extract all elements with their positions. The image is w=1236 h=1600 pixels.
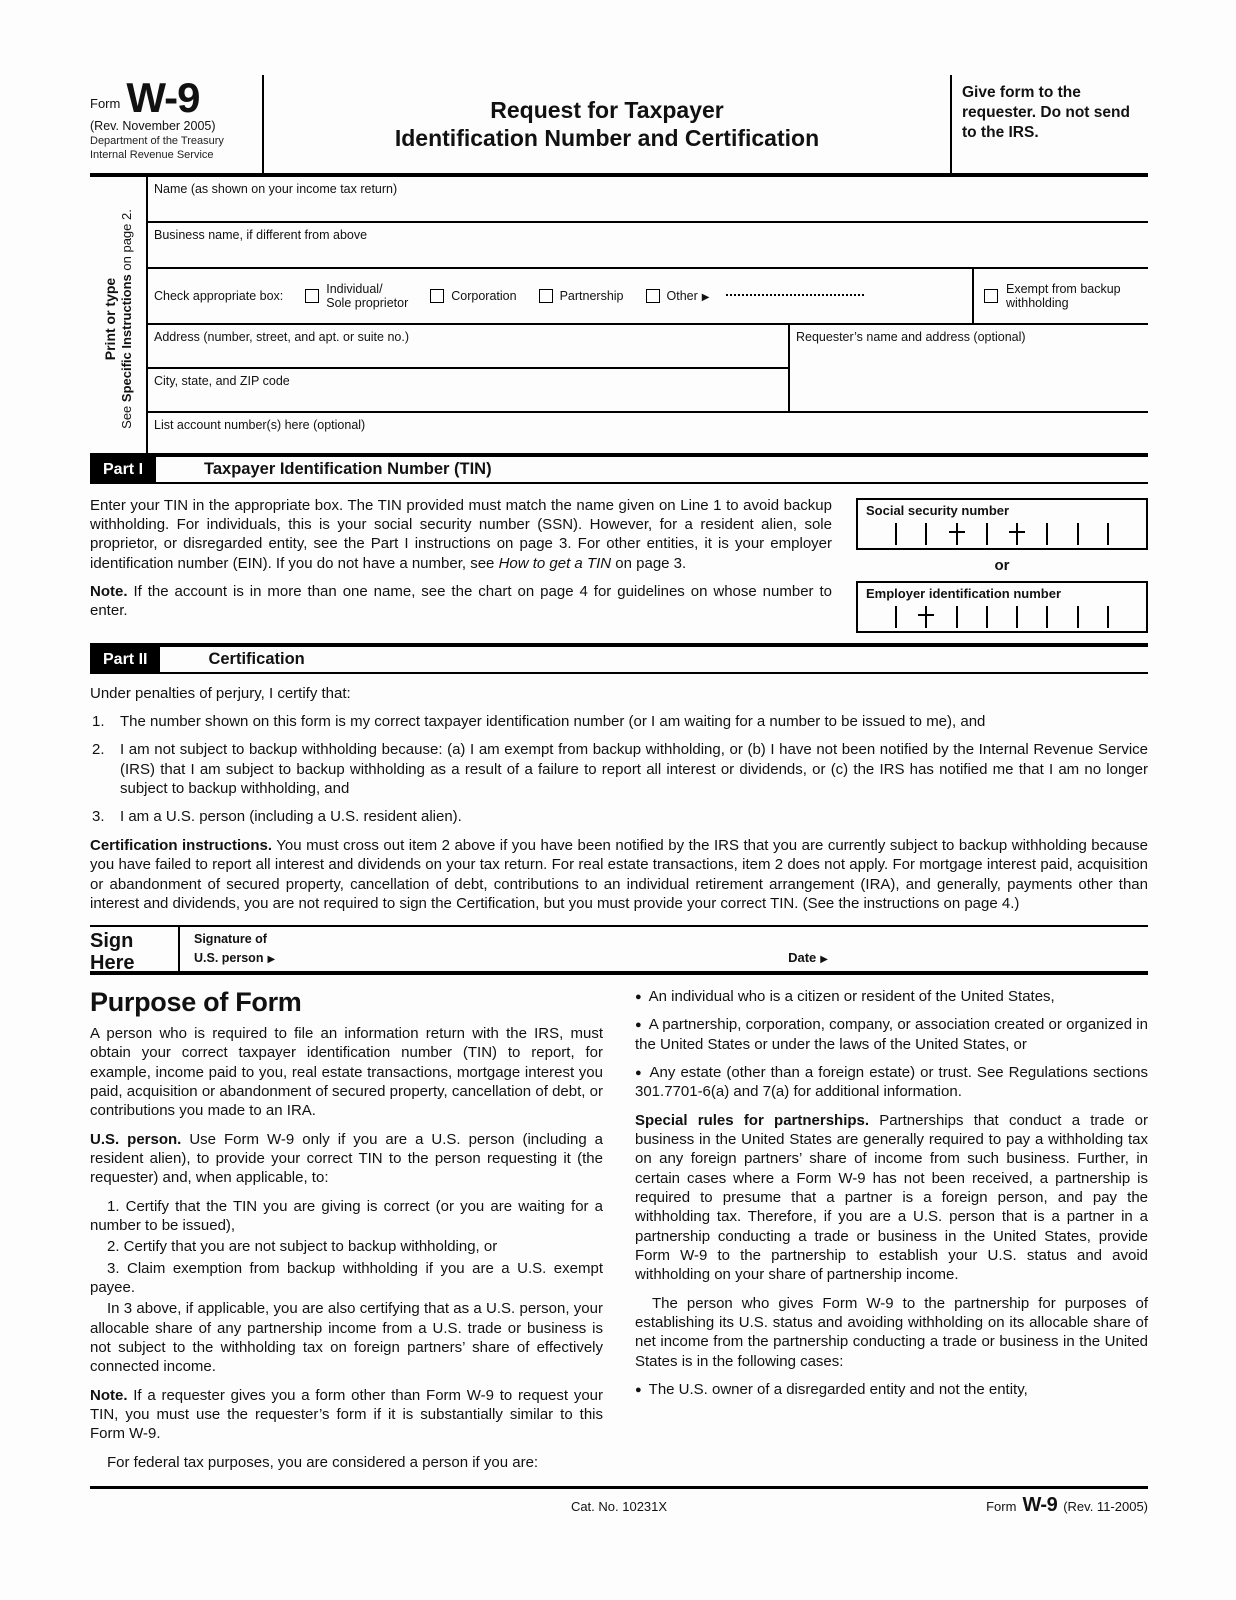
footer-form-id [986, 1494, 1148, 1517]
other-input[interactable] [726, 294, 864, 296]
disregarded-entity-bullet: ● The U.S. owner of a disregarded entity and not the entity, [635, 1380, 1148, 1399]
requester-input[interactable] [790, 325, 1148, 411]
department-line: Department of the Treasury [90, 134, 224, 147]
address-label: Address (number, street, and apt. or suite no.) [154, 330, 409, 344]
city-label: City, state, and ZIP code [154, 374, 290, 388]
ssn-digit-cell[interactable] [1078, 518, 1108, 548]
partnership-checkbox[interactable] [539, 289, 553, 303]
individual-label [326, 282, 408, 311]
sign-word: Sign [90, 929, 134, 952]
purpose-item: 3. Claim exemption from backup withholding if you are a U.S. exempt payee. [90, 1259, 603, 1296]
purpose-note-lead: Note. [90, 1386, 128, 1404]
ein-digit-cell[interactable] [926, 601, 956, 631]
date-input[interactable] [828, 927, 1148, 971]
part2-badge: Part II [90, 647, 160, 672]
individual-label-line1: Individual/ [326, 281, 383, 296]
part2-header [90, 647, 1148, 674]
note-text: If the account is in more than one name, see the chart on page 4 for guidelines on whose number to enter. [90, 582, 832, 619]
ssn-label: Social security number [866, 503, 1010, 518]
specific-instructions-words: Specific Instructions [119, 274, 134, 403]
purpose-para4: For federal tax purposes, you are considered a person if you are: [107, 1453, 539, 1471]
individual-label-line2: Sole proprietor [326, 296, 409, 310]
signature-input[interactable] [275, 927, 788, 971]
ein-digit-cell[interactable] [1108, 601, 1138, 631]
partnership-label: Partnership [559, 289, 624, 303]
catalog-number: Cat. No. 10231X [570, 1499, 668, 1515]
page-footer [90, 1486, 1148, 1517]
part1-body [90, 484, 1148, 647]
certification-intro: Under penalties of perjury, I certify that: [90, 685, 351, 702]
cert-instructions-text: You must cross out item 2 above if you have been notified by the IRS that you are currently subject to backup withholding because you have failed to report all interest and dividends on your tax return. For real estate transactions, item 2 does not apply. For mortgage interest paid, acquisition or abandonment of secured property, cancellation of debt, contributions to an individual retirement arrangement (IRA), and generally, payments other than interest and dividends, you are not required to sign the Certification, but you must provide your correct TIN. (See the instructions on page 4.) [90, 837, 1149, 912]
item-text: The number shown on this form is my correct taxpayer identification number (or I am waiting for a number to be issued to me), and [120, 713, 986, 731]
sign-here-label [90, 927, 180, 974]
ein-digit-cell[interactable] [1017, 601, 1047, 631]
footer-revision: (Rev. 11-2005) [1063, 1499, 1148, 1515]
ein-cells [866, 601, 1138, 631]
part1-badge: Part I [90, 457, 156, 482]
purpose-note-text: If a requester gives you a form other than Form W-9 to request your TIN, you must use the requester’s form if it is substantially similar to this Form W-9. [90, 1386, 603, 1443]
form-id-block [90, 75, 262, 173]
business-name-input[interactable] [148, 223, 1148, 269]
city-state-zip-input[interactable] [148, 369, 788, 411]
purpose-para1: A person who is required to file an information return with the IRS, must obtain your correct taxpayer identification number (TIN) to report, for example, income paid to you, real estate transactions, mortgage interest you paid, acquisition or abandonment of secured property, cancellation of debt, or contributions you made to an IRA. [90, 1024, 603, 1120]
ssn-digit-cell[interactable] [957, 518, 987, 548]
left-column [90, 987, 603, 1472]
item-text: I am a U.S. person (including a U.S. resident alien). [120, 807, 462, 825]
us-person-lead: U.S. person. [90, 1130, 182, 1148]
form-title [262, 75, 952, 173]
item-number: 1. [92, 713, 105, 731]
instructions-columns [90, 975, 1148, 1472]
ein-box [856, 581, 1148, 633]
address-requester-block [148, 325, 1148, 413]
item-text: I am not subject to backup withholding because: (a) I am exempt from backup withholding, or (b) I have not been notified by the Internal Revenue Service (IRS) that I am subject to backup withholding as a result of a failure to report all interest or dividends, or (c) the IRS has notified me that I am no longer subject to backup withholding, and [120, 741, 1148, 797]
requester-label: Requester’s name and address (optional) [796, 330, 1026, 344]
ein-digit-cell[interactable] [987, 601, 1017, 631]
cert-instructions-lead: Certification instructions. [90, 837, 273, 855]
us-person-para [90, 1130, 603, 1188]
ssn-cells [866, 518, 1138, 548]
part1-header [90, 457, 1148, 484]
signature-label-line2: U.S. person ▶ [194, 949, 275, 968]
print-or-type-label: Print or type [102, 277, 118, 361]
checkbox-corporation [430, 289, 516, 303]
part1-title: Taxpayer Identification Number (TIN) [204, 460, 492, 478]
ssn-digit-cell[interactable] [1108, 518, 1138, 548]
how-to-get-tin-ref: How to get a TIN [498, 554, 612, 572]
here-word: Here [90, 951, 135, 974]
part2-body [90, 674, 1148, 925]
checkbox-prompt: Check appropriate box: [154, 289, 284, 303]
form-title-line1: Request for Taxpayer [490, 96, 724, 123]
or-label: or [994, 557, 1010, 574]
certification-item [90, 740, 1148, 798]
form-word: Form [90, 95, 121, 111]
item-number: 2. [92, 741, 105, 759]
print-or-type-sidebar [90, 177, 148, 453]
special-rules-text: Partnerships that conduct a trade or business in the United States are generally required to pay a withholding tax on any foreign partners’ share of income from such business. Further, in certain cases where a Form W-9 has not been received, a partnership is required to presume that a partner is a foreign person, and pay the withholding tax. Therefore, if you are a U.S. person that is a partner in a partnership conducting a trade or business in the United States, provide Form W-9 to the partnership to establish your U.S. status and avoid withholding on your share of partnership income. [635, 1111, 1149, 1284]
special-rules-lead: Special rules for partnerships. [635, 1111, 870, 1129]
purpose-note [90, 1386, 603, 1444]
purpose-para3: In 3 above, if applicable, you are also certifying that as a U.S. person, your allocable share of any partnership income from a U.S. trade or business is not subject to the withholding tax on foreign partners’ share of effectively connected income. [90, 1300, 603, 1376]
purpose-heading: Purpose of Form [90, 986, 302, 1017]
item-number: 3. [92, 807, 105, 825]
exempt-label: Exempt from backup withholding [1006, 281, 1121, 310]
checkbox-other [646, 289, 865, 303]
signature-label [180, 930, 275, 968]
part1-instructions-text: Enter your TIN in the appropriate box. The TIN provided must match the name given on Line 1 to avoid backup withholding. For individuals, this is your social security number (SSN). However, for a resident alien, sole proprietor, or disregarded entity, see the Part I instructions on page 3. For other entities, it is your employer identification number (EIN). If you do not have a number, see [90, 497, 832, 572]
exempt-section [972, 269, 1148, 323]
partnership-para: The person who gives Form W-9 to the partnership for purposes of establishing its U.S. status and avoiding withholding on its allocable share of net income from the partnership conducting a trade or business in the United States is in the following cases: [635, 1294, 1148, 1370]
form-number: W-9 [126, 74, 200, 121]
name-input[interactable] [148, 177, 1148, 223]
other-checkbox[interactable] [646, 289, 660, 303]
form-revision: (Rev. November 2005) [90, 118, 216, 133]
individual-checkbox[interactable] [305, 289, 319, 303]
see-instructions-label [119, 177, 134, 461]
ssn-digit-cell[interactable] [896, 518, 926, 548]
account-label: List account number(s) here (optional) [154, 418, 366, 432]
give-form-notice: Give form to the requester. Do not send to the IRS. [962, 84, 1130, 142]
signature-label-line1: Signature of [194, 932, 267, 947]
see-word: See [119, 402, 134, 429]
ssn-box [856, 498, 1148, 550]
footer-form-word: Form [986, 1499, 1017, 1515]
special-rules-para [635, 1111, 1148, 1285]
corporation-checkbox[interactable] [430, 289, 444, 303]
part1-note [90, 582, 832, 620]
other-label: Other ▶ [667, 289, 710, 303]
certification-item [90, 807, 1148, 826]
certification-instructions [90, 836, 1148, 913]
on-page-words: on page 2. [119, 209, 134, 275]
certification-item [90, 712, 1148, 731]
form-header [90, 75, 1148, 177]
person-bullet: ● A partnership, corporation, company, or association created or organized in the United States or under the laws of the United States, or [635, 1015, 1148, 1054]
person-bullet: ● An individual who is a citizen or resident of the United States, [635, 987, 1148, 1006]
ssn-digit-cell[interactable] [1017, 518, 1047, 548]
checkbox-individual [305, 282, 408, 311]
form-title-line2: Identification Number and Certification [394, 125, 820, 151]
date-label: Date ▶ [788, 950, 828, 971]
us-person-text: Use Form W-9 only if you are a U.S. person (including a resident alien), to provide your correct TIN to the person requesting it (the requester) and, when applicable, to: [90, 1130, 603, 1187]
right-column [635, 987, 1148, 1472]
corporation-label: Corporation [451, 289, 517, 303]
identification-fields [90, 177, 1148, 457]
part2-title: Certification [208, 650, 305, 668]
service-line: Internal Revenue Service [90, 148, 214, 161]
ein-digit-cell[interactable] [1078, 601, 1108, 631]
checkbox-partnership [539, 289, 624, 303]
ein-digit-cell[interactable] [957, 601, 987, 631]
entity-type-row [148, 269, 1148, 325]
part1-instructions-end: on page 3. [611, 554, 687, 572]
ssn-digit-cell[interactable] [1047, 518, 1077, 548]
business-name-label: Business name, if different from above [154, 228, 368, 242]
ein-label: Employer identification number [866, 586, 1062, 601]
purpose-item: 1. Certify that the TIN you are giving is correct (or you are waiting for a number to be issued), [90, 1197, 603, 1234]
tin-boxes [856, 496, 1148, 633]
ssn-digit-cell[interactable] [866, 518, 896, 548]
note-lead: Note. [90, 582, 128, 600]
address-input[interactable] [148, 325, 788, 369]
signature-section [90, 925, 1148, 975]
footer-form-number: W-9 [1022, 1494, 1058, 1517]
ein-digit-cell[interactable] [1047, 601, 1077, 631]
person-bullet: ● Any estate (other than a foreign estate) or trust. See Regulations sections 301.7701-6(a) and 7(a) for additional information. [635, 1063, 1148, 1102]
account-numbers-input[interactable] [148, 413, 1148, 453]
ein-digit-cell[interactable] [866, 601, 896, 631]
purpose-item: 2. Certify that you are not subject to backup withholding, or [107, 1238, 498, 1256]
part1-instructions [90, 496, 832, 573]
name-label: Name (as shown on your income tax return) [154, 182, 398, 196]
exempt-checkbox[interactable] [984, 289, 998, 303]
